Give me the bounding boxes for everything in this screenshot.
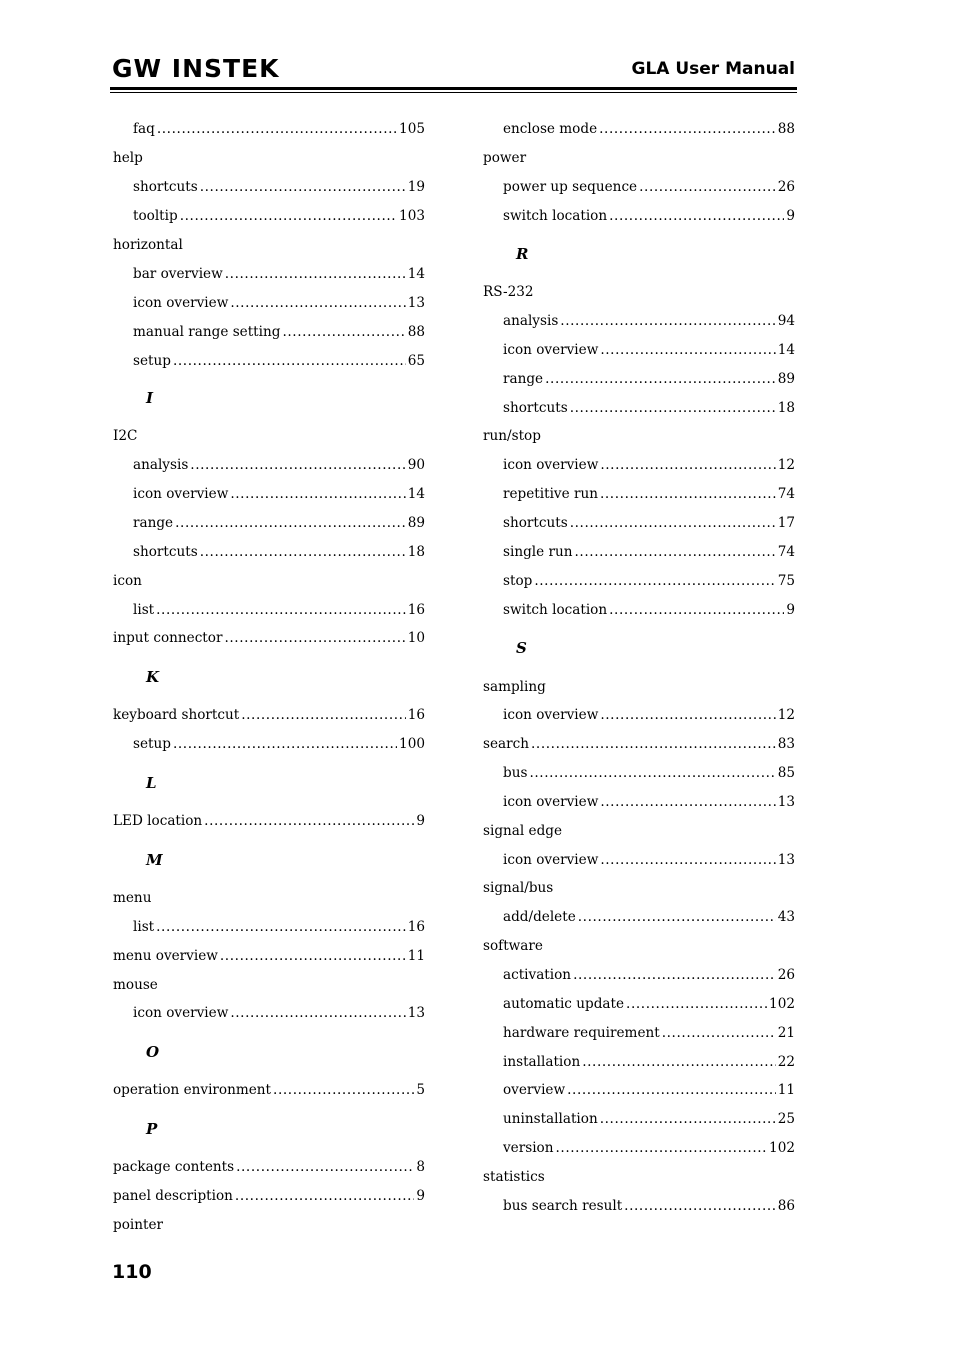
index-letter-heading: I <box>146 389 154 407</box>
dot-leader <box>273 1081 414 1099</box>
index-subentry <box>133 918 425 936</box>
index-term: keyboard shortcut <box>113 707 240 723</box>
index-subentry <box>503 1139 795 1157</box>
index-term: add/delete <box>503 909 576 925</box>
index-page-ref: 12 <box>777 457 795 473</box>
index-page-ref: 9 <box>786 208 795 224</box>
index-page-ref: 89 <box>407 515 425 531</box>
index-entry <box>483 879 795 897</box>
index-term: pointer <box>113 1217 163 1233</box>
index-term: panel description <box>113 1188 233 1204</box>
index-subentry <box>503 601 795 619</box>
index-subentry <box>503 543 795 561</box>
index-term: horizontal <box>113 237 183 253</box>
index-page-ref: 9 <box>416 1188 425 1204</box>
index-term: switch location <box>503 208 608 224</box>
index-term: bus search result <box>503 1198 623 1214</box>
dot-leader <box>534 572 775 590</box>
index-term: version <box>503 1140 554 1156</box>
index-page-ref: 100 <box>399 736 425 752</box>
dot-leader <box>200 178 406 196</box>
dot-leader <box>662 1024 776 1042</box>
index-term: input connector <box>113 630 223 646</box>
dot-leader <box>570 514 776 532</box>
index-entry <box>483 937 795 955</box>
index-term: power <box>483 150 527 166</box>
index-page-ref: 16 <box>407 707 425 723</box>
index-subentry <box>503 793 795 811</box>
index-term: icon overview <box>503 457 599 473</box>
index-subentry <box>503 851 795 869</box>
index-page-ref: 102 <box>769 996 795 1012</box>
index-page-ref: 11 <box>407 948 425 964</box>
index-subentry <box>503 485 795 503</box>
index-entry <box>113 427 425 445</box>
dot-leader <box>531 735 776 753</box>
index-entry <box>113 1081 425 1099</box>
index-page-ref: 102 <box>769 1140 795 1156</box>
dot-leader <box>600 793 775 811</box>
index-subentry <box>133 514 425 532</box>
index-page-ref: 43 <box>777 909 795 925</box>
dot-leader <box>173 735 397 753</box>
index-term: uninstallation <box>503 1111 598 1127</box>
index-term: icon overview <box>133 1005 229 1021</box>
index-term: hardware requirement <box>503 1025 660 1041</box>
index-page-ref: 88 <box>777 121 795 137</box>
dot-leader <box>639 178 776 196</box>
index-term: list <box>133 919 155 935</box>
index-term: activation <box>503 967 572 983</box>
index-subentry <box>503 995 795 1013</box>
dot-leader <box>578 908 776 926</box>
dot-leader <box>190 456 405 474</box>
dot-leader <box>560 312 775 330</box>
index-page-ref: 74 <box>777 544 795 560</box>
index-term: switch location <box>503 602 608 618</box>
index-subentry <box>133 543 425 561</box>
index-subentry <box>503 908 795 926</box>
index-term: signal edge <box>483 823 563 839</box>
index-entry <box>113 1187 425 1205</box>
dot-leader <box>570 399 776 417</box>
dot-leader <box>224 629 405 647</box>
index-term: help <box>113 150 143 166</box>
index-subentry <box>133 323 425 341</box>
dot-leader <box>156 918 406 936</box>
index-letter-heading: L <box>146 774 157 792</box>
index-entry <box>113 706 425 724</box>
index-page-ref: 21 <box>777 1025 795 1041</box>
index-term: list <box>133 602 155 618</box>
index-term: mouse <box>113 977 158 993</box>
index-subentry <box>503 370 795 388</box>
index-term: setup <box>133 736 171 752</box>
index-page-ref: 17 <box>777 515 795 531</box>
index-letter-heading: P <box>146 1120 158 1138</box>
index-term: stop <box>503 573 533 589</box>
index-term: automatic update <box>503 996 625 1012</box>
index-page-ref: 75 <box>777 573 795 589</box>
index-term: bar overview <box>133 266 223 282</box>
index-term: single run <box>503 544 573 560</box>
index-page-ref: 25 <box>777 1111 795 1127</box>
index-page-ref: 105 <box>399 121 425 137</box>
index-term: package contents <box>113 1159 235 1175</box>
index-subentry <box>503 120 795 138</box>
index-page-ref: 22 <box>777 1054 795 1070</box>
brand-logo: GW INSTEK <box>112 54 280 83</box>
index-page-ref: 16 <box>407 919 425 935</box>
index-term: analysis <box>133 457 189 473</box>
index-term: bus <box>503 765 528 781</box>
index-page-ref: 12 <box>777 707 795 723</box>
index-term: range <box>503 371 544 387</box>
dot-leader <box>600 485 776 503</box>
index-entry <box>113 236 425 254</box>
index-subentry <box>133 294 425 312</box>
index-term: menu overview <box>113 948 218 964</box>
index-subentry <box>503 399 795 417</box>
index-page-ref: 13 <box>407 1005 425 1021</box>
index-page-ref: 83 <box>777 736 795 752</box>
index-entry <box>483 149 795 167</box>
dot-leader <box>235 1187 414 1205</box>
dot-leader <box>582 1053 775 1071</box>
dot-leader <box>220 947 406 965</box>
index-subentry <box>503 764 795 782</box>
index-subentry <box>503 341 795 359</box>
index-page-ref: 5 <box>416 1082 425 1098</box>
index-subentry <box>503 207 795 225</box>
dot-leader <box>156 601 406 619</box>
index-letter-heading: S <box>516 639 527 657</box>
index-page-ref: 14 <box>777 342 795 358</box>
index-term: icon overview <box>133 486 229 502</box>
index-term: menu <box>113 890 152 906</box>
index-subentry <box>133 265 425 283</box>
index-term: icon overview <box>503 342 599 358</box>
index-letter-heading: M <box>146 851 163 869</box>
index-term: I2C <box>113 428 138 444</box>
dot-leader <box>600 706 775 724</box>
dot-leader <box>157 120 397 138</box>
index-subentry <box>133 456 425 474</box>
index-entry <box>483 283 795 301</box>
index-page-ref: 94 <box>777 313 795 329</box>
dot-leader <box>626 995 767 1013</box>
index-page-ref: 103 <box>399 208 425 224</box>
index-subentry <box>133 352 425 370</box>
index-term: icon overview <box>133 295 229 311</box>
dot-leader <box>575 543 776 561</box>
dot-leader <box>529 764 775 782</box>
dot-leader <box>545 370 776 388</box>
index-entry <box>113 1216 425 1234</box>
dot-leader <box>173 352 406 370</box>
index-subentry <box>503 312 795 330</box>
index-subentry <box>503 456 795 474</box>
dot-leader <box>600 456 775 474</box>
index-subentry <box>503 1110 795 1128</box>
index-term: icon <box>113 573 142 589</box>
index-page-ref: 90 <box>407 457 425 473</box>
index-page-ref: 10 <box>407 630 425 646</box>
index-subentry <box>503 514 795 532</box>
index-term: icon overview <box>503 852 599 868</box>
index-term: shortcuts <box>503 515 568 531</box>
index-page-ref: 9 <box>416 813 425 829</box>
index-letter-heading: K <box>146 668 160 686</box>
index-subentry <box>503 572 795 590</box>
index-subentry <box>503 178 795 196</box>
index-entry <box>483 427 795 445</box>
index-term: analysis <box>503 313 559 329</box>
index-page-ref: 74 <box>777 486 795 502</box>
index-term: overview <box>503 1082 566 1098</box>
dot-leader <box>204 812 414 830</box>
index-entry <box>113 812 425 830</box>
manual-title: GLA User Manual <box>631 59 795 79</box>
index-subentry <box>133 601 425 619</box>
index-page-ref: 13 <box>407 295 425 311</box>
index-subentry <box>133 178 425 196</box>
index-entry <box>113 629 425 647</box>
index-term: icon overview <box>503 707 599 723</box>
dot-leader <box>609 601 784 619</box>
page-number: 110 <box>112 1261 152 1283</box>
index-page-ref: 16 <box>407 602 425 618</box>
index-term: range <box>133 515 174 531</box>
dot-leader <box>282 323 405 341</box>
index-term: run/stop <box>483 428 541 444</box>
dot-leader <box>180 207 397 225</box>
dot-leader <box>556 1139 768 1157</box>
index-subentry <box>503 966 795 984</box>
index-term: shortcuts <box>133 179 198 195</box>
index-entry <box>113 947 425 965</box>
index-page-ref: 65 <box>407 353 425 369</box>
index-page-ref: 26 <box>777 179 795 195</box>
index-term: icon overview <box>503 794 599 810</box>
index-page-ref: 26 <box>777 967 795 983</box>
index-term: sampling <box>483 679 546 695</box>
index-page-ref: 88 <box>407 324 425 340</box>
index-page-ref: 86 <box>777 1198 795 1214</box>
index-page-ref: 18 <box>407 544 425 560</box>
index-term: setup <box>133 353 171 369</box>
dot-leader <box>241 706 406 724</box>
index-term: shortcuts <box>503 400 568 416</box>
index-subentry <box>133 207 425 225</box>
index-term: operation environment <box>113 1082 272 1098</box>
dot-leader <box>175 514 406 532</box>
index-entry <box>113 572 425 590</box>
index-subentry <box>133 485 425 503</box>
dot-leader <box>600 1110 776 1128</box>
index-page-ref: 13 <box>777 852 795 868</box>
index-subentry <box>133 1004 425 1022</box>
index-subentry <box>503 1197 795 1215</box>
index-term: enclose mode <box>503 121 598 137</box>
header-rule-thick <box>110 87 797 90</box>
index-entry <box>483 1168 795 1186</box>
index-term: power up sequence <box>503 179 638 195</box>
index-term: search <box>483 736 529 752</box>
index-page-ref: 13 <box>777 794 795 810</box>
index-term: shortcuts <box>133 544 198 560</box>
dot-leader <box>225 265 406 283</box>
header-rule-thin <box>110 92 797 93</box>
index-term: RS-232 <box>483 284 534 300</box>
index-term: manual range setting <box>133 324 281 340</box>
index-page-ref: 89 <box>777 371 795 387</box>
index-subentry <box>503 1081 795 1099</box>
dot-leader <box>624 1197 776 1215</box>
index-subentry <box>503 1053 795 1071</box>
index-subentry <box>503 1024 795 1042</box>
index-term: faq <box>133 121 155 137</box>
index-term: statistics <box>483 1169 545 1185</box>
dot-leader <box>599 120 776 138</box>
index-page-ref: 19 <box>407 179 425 195</box>
dot-leader <box>230 1004 405 1022</box>
index-subentry <box>133 735 425 753</box>
dot-leader <box>230 485 405 503</box>
index-page-ref: 18 <box>777 400 795 416</box>
index-subentry <box>133 120 425 138</box>
index-letter-heading: R <box>516 245 529 263</box>
index-page-ref: 85 <box>777 765 795 781</box>
index-page-ref: 14 <box>407 266 425 282</box>
index-entry <box>113 976 425 994</box>
index-entry <box>483 735 795 753</box>
index-entry <box>483 822 795 840</box>
index-term: tooltip <box>133 208 178 224</box>
index-page-ref: 8 <box>416 1159 425 1175</box>
index-term: installation <box>503 1054 581 1070</box>
index-entry <box>113 149 425 167</box>
dot-leader <box>600 851 775 869</box>
index-term: repetitive run <box>503 486 598 502</box>
dot-leader <box>573 966 776 984</box>
index-letter-heading: O <box>146 1043 160 1061</box>
dot-leader <box>236 1158 414 1176</box>
index-term: software <box>483 938 543 954</box>
index-entry <box>483 678 795 696</box>
index-term: LED location <box>113 813 203 829</box>
dot-leader <box>200 543 406 561</box>
dot-leader <box>609 207 784 225</box>
index-page-ref: 9 <box>786 602 795 618</box>
index-term: signal/bus <box>483 880 554 896</box>
dot-leader <box>567 1081 776 1099</box>
index-page-ref: 14 <box>407 486 425 502</box>
index-entry <box>113 889 425 907</box>
index-entry <box>113 1158 425 1176</box>
dot-leader <box>230 294 405 312</box>
dot-leader <box>600 341 775 359</box>
index-page-ref: 11 <box>777 1082 795 1098</box>
index-subentry <box>503 706 795 724</box>
